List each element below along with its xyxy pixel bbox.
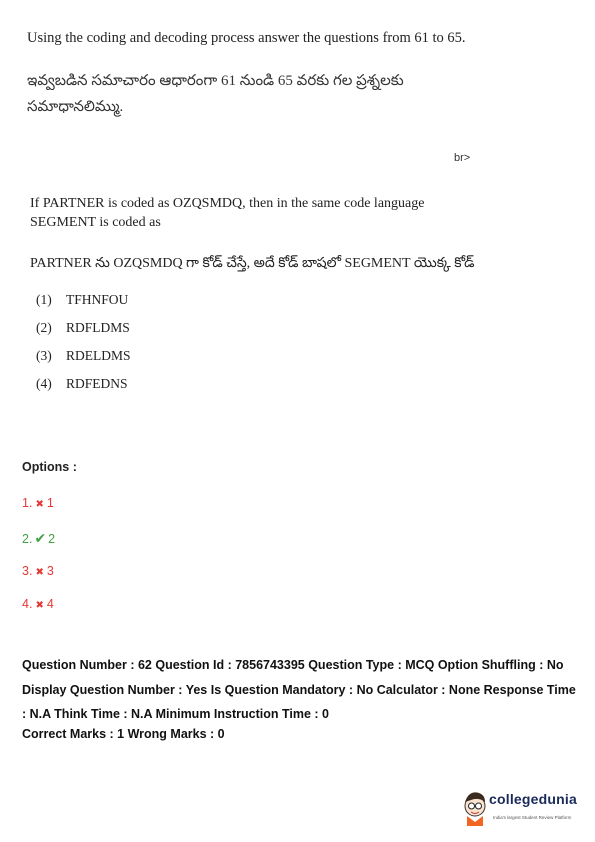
choice-4 [36, 376, 128, 392]
cross-icon: ✖ [35, 600, 44, 611]
option-label: 4. [22, 597, 33, 611]
question-metadata: Question Number : 62 Question Id : 7856743395 Question Type : MCQ Option Shuffling : No Display Question Number : Yes Is Question Mandatory : No Calculator : None Response Time : N.A Think Time : N.A Minimum Instruction Time : 0 [22, 658, 576, 721]
intro-english: Using the coding and decoding process answer the questions from 61 to 65. [27, 30, 466, 46]
choice-2 [36, 320, 130, 336]
option-label: 3. [22, 564, 33, 578]
marks-info: Correct Marks : 1 Wrong Marks : 0 [22, 727, 225, 741]
stray-text: br> [454, 152, 471, 164]
question-english: If PARTNER is coded as OZQSMDQ, then in the same code language SEGMENT is coded as [30, 196, 425, 230]
option-label: 1. [22, 496, 33, 510]
choice-1 [36, 292, 128, 308]
logo-name: collegedunia [489, 791, 577, 807]
option-value: 2 [48, 532, 56, 546]
option-4 [22, 597, 54, 611]
logo-tagline: India's largest Student Review Platform [493, 815, 572, 820]
choice-text: RDELDMS [66, 348, 131, 363]
choice-text: RDFLDMS [66, 320, 130, 335]
option-2 [22, 530, 55, 547]
choice-text: RDFEDNS [66, 376, 128, 391]
check-icon: ✔ [34, 530, 47, 546]
choice-3 [36, 348, 131, 364]
choice-text: TFHNFOU [66, 292, 129, 307]
choice-number: (3) [36, 348, 52, 363]
choice-number: (2) [36, 320, 52, 335]
option-value: 1 [46, 496, 54, 510]
option-value: 3 [46, 564, 54, 578]
option-3 [22, 564, 54, 578]
cross-icon: ✖ [35, 499, 44, 510]
option-value: 4 [46, 597, 54, 611]
option-1 [22, 496, 54, 510]
question-telugu: PARTNER ను OZQSMDQ గా కోడ్ చేస్తే, అదే కోడ్ బాషలో SEGMENT యొక్క కోడ్ [30, 256, 475, 271]
choice-number: (4) [36, 376, 52, 391]
cross-icon: ✖ [35, 567, 44, 578]
choice-number: (1) [36, 292, 52, 307]
options-title: Options : [22, 460, 77, 474]
intro-telugu: ఇవ్వబడిన సమాచారం ఆధారంగా 61 నుండి 65 వరకు గల ప్రశ్నలకు సమాధానలిమ్ము. [27, 73, 404, 115]
option-label: 2. [22, 532, 33, 546]
